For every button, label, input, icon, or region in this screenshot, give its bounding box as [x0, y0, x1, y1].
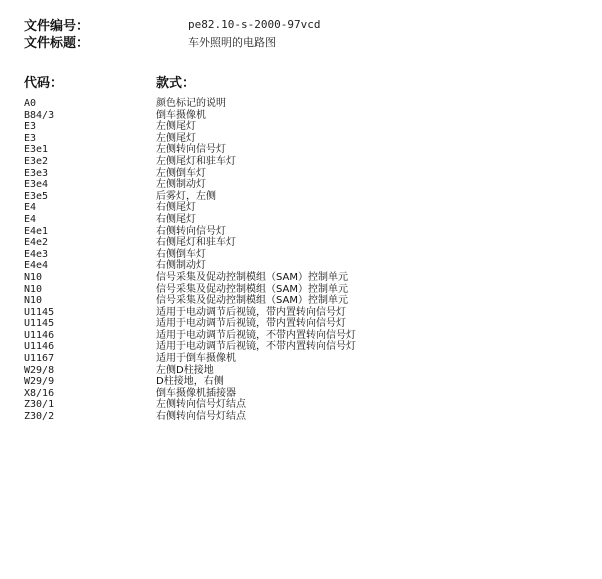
component-code: E3e3: [24, 167, 49, 179]
component-code: B84/3: [24, 109, 55, 121]
component-desc: 颜色标记的说明: [156, 98, 226, 109]
component-code: E3: [24, 132, 37, 144]
component-desc: 左侧制动灯: [156, 179, 206, 191]
component-desc: 右侧尾灯和驻车灯: [156, 237, 236, 249]
component-desc: 适用于电动调节后视镜，不带内置转向信号灯: [156, 329, 356, 341]
table-row: [24, 156, 594, 168]
component-desc: 左侧转向信号灯结点: [156, 399, 246, 411]
component-code: U1145: [24, 318, 55, 330]
table-row: [24, 365, 594, 377]
table-row: [24, 214, 594, 226]
component-desc: 右侧转向信号灯结点: [156, 411, 246, 423]
component-desc: 倒车摄像机: [156, 109, 206, 121]
component-code: W29/8: [24, 364, 55, 376]
component-code: Z30/1: [24, 399, 55, 411]
table-row: [24, 272, 594, 284]
doc-number-row: [24, 16, 594, 33]
component-code: E4e4: [24, 260, 49, 272]
component-code: E4e2: [24, 237, 49, 249]
table-row: [24, 341, 594, 353]
component-code: E4: [24, 202, 37, 214]
table-row: [24, 295, 594, 307]
component-desc: 右侧尾灯: [156, 202, 196, 214]
component-code: U1146: [24, 329, 55, 341]
table-row: [24, 284, 594, 296]
doc-number-label: 文件编号：: [24, 19, 90, 34]
table-row: [24, 318, 594, 330]
table-row: [24, 399, 594, 411]
component-code: E3e2: [24, 155, 49, 167]
doc-title-label: 文件标题：: [24, 36, 90, 51]
component-desc: 左侧尾灯和驻车灯: [156, 155, 236, 167]
doc-title-value: 车外照明的电路图: [188, 35, 276, 49]
table-row: [24, 353, 594, 365]
component-desc: 信号采集及促动控制模组（SAM）控制单元: [156, 271, 349, 283]
doc-title-row: [24, 33, 594, 50]
table-row: [24, 388, 594, 400]
table-row: [24, 260, 594, 272]
component-code: E4e1: [24, 225, 49, 237]
component-desc: 适用于电动调节后视镜，不带内置转向信号灯: [156, 341, 356, 353]
doc-number-value: pe82.10-s-2000-97vcd: [188, 18, 321, 31]
component-list: [24, 98, 594, 423]
component-desc: 右侧转向信号灯: [156, 225, 226, 237]
table-row: [24, 237, 594, 249]
table-row: [24, 202, 594, 214]
table-row: [24, 226, 594, 238]
table-row: [24, 110, 594, 122]
component-desc: 后雾灯，左侧: [156, 190, 216, 202]
component-code: E4: [24, 213, 37, 225]
table-header: [24, 72, 594, 91]
document: [24, 16, 594, 423]
table-row: [24, 98, 594, 110]
component-desc: D柱接地，右侧: [156, 376, 224, 388]
code-column-header: 代码：: [24, 76, 64, 91]
component-desc: 适用于电动调节后视镜，带内置转向信号灯: [156, 318, 346, 330]
component-code: N10: [24, 271, 43, 283]
component-desc: 左侧转向信号灯: [156, 144, 226, 156]
table-row: [24, 376, 594, 388]
table-row: [24, 179, 594, 191]
component-code: E3e4: [24, 179, 49, 191]
component-desc: 适用于电动调节后视镜，带内置转向信号灯: [156, 306, 346, 318]
component-desc: 左侧尾灯: [156, 121, 196, 133]
component-code: U1167: [24, 353, 55, 365]
component-code: W29/9: [24, 376, 55, 388]
component-desc: 右侧制动灯: [156, 260, 206, 272]
table-row: [24, 133, 594, 145]
component-code: N10: [24, 295, 43, 307]
component-code: A0: [24, 98, 37, 109]
component-desc: 信号采集及促动控制模组（SAM）控制单元: [156, 283, 349, 295]
component-desc: 左侧尾灯: [156, 132, 196, 144]
component-code: X8/16: [24, 387, 55, 399]
component-code: Z30/2: [24, 411, 55, 423]
component-code: E3e5: [24, 190, 49, 202]
component-desc: 右侧倒车灯: [156, 248, 206, 260]
table-row: [24, 168, 594, 180]
component-desc: 左侧D柱接地: [156, 364, 214, 376]
table-row: [24, 121, 594, 133]
component-code: E3e1: [24, 144, 49, 156]
table-row: [24, 191, 594, 203]
component-desc: 右侧尾灯: [156, 213, 196, 225]
table-row: [24, 411, 594, 423]
component-code: U1145: [24, 306, 55, 318]
component-code: N10: [24, 283, 43, 295]
table-row: [24, 307, 594, 319]
component-desc: 倒车摄像机插接器: [156, 387, 236, 399]
table-row: [24, 249, 594, 261]
table-row: [24, 330, 594, 342]
component-desc: 左侧倒车灯: [156, 167, 206, 179]
desc-column-header: 款式：: [156, 76, 196, 91]
component-code: E4e3: [24, 248, 49, 260]
component-code: U1146: [24, 341, 55, 353]
component-desc: 适用于倒车摄像机: [156, 353, 236, 365]
table-row: [24, 144, 594, 156]
component-desc: 信号采集及促动控制模组（SAM）控制单元: [156, 295, 349, 307]
component-code: E3: [24, 121, 37, 133]
